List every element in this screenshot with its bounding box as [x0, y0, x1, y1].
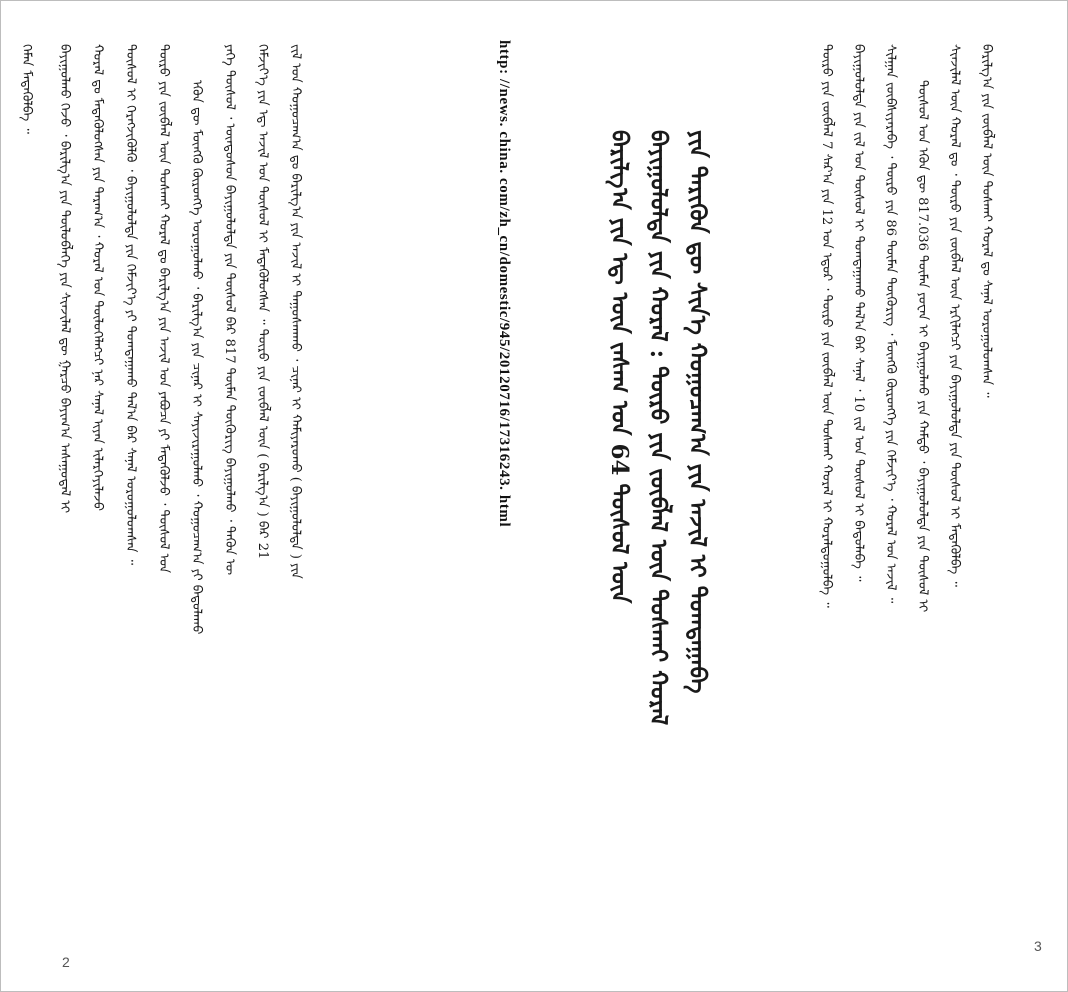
body-column: ᠵᠢᠯ ᠤᠨ ᠬᠤᠭᠤᠴᠠᠭ᠎ᠠ ᠳᠤ ᠪᠠᠷᠢᠯᠭ᠎ᠠ ᠶᠢᠨ ᠠᠵᠢᠯ ᠢ ᠳᠠᠭᠤᠰᠬᠠᠬᠤ ᠂ ᠴᠢᠨᠠᠷ ᠢ ᠬᠠᠮᠢᠶᠠᠷᠤᠬᠤ ( ᠪᠠᠶᠢᠭᠤᠯᠤᠯᠲᠠ ) ᠶᠢᠨ	[288, 44, 303, 579]
right-page	[534, 0, 1068, 992]
source-url: http: //news. china. com/zh_cn/domestic/945/20120716/17316243. html	[496, 40, 512, 528]
page-number: 3	[1034, 938, 1042, 954]
body-column: ᠲᠥᠷᠦ ᠶᠢᠨ ᠵᠥᠪᠯᠡᠯ ᠦᠨ ᠲᠤᠰᠬᠠᠢ ᠬᠤᠷᠠᠯ ᠳᠤ ᠪᠠᠷᠢᠯᠭ᠎ᠠ ᠶᠢᠨ ᠠᠵᠢᠯ ᠤᠨ ᠶᠠᠪᠤᠴᠠ ᠶᠢ ᠮᠡᠳᠡᠭᠦᠯᠵᠦ ᠂ ᠲᠥᠰᠥᠯ ᠤᠨ	[156, 44, 171, 574]
article-title: ᠶᠢᠨ ᠲᠡᠷᠢᠭᠦᠨ ᠳᠦ ᠰᠢᠨ᠎ᠡ ᠬᠤᠭᠤᠴᠠᠭ᠎ᠠ ᠶᠢᠨ ᠠᠵᠢᠯ ᠢ ᠲᠣᠭᠲᠠᠭᠠᠪᠠ	[684, 130, 711, 694]
body-column: ᠬᠤᠷᠠᠯ ᠳᠤ ᠮᠡᠳᠡᠭᠦᠯᠦᠭᠰᠡᠨ ᠶᠢᠨ ᠳᠠᠷᠠᠭ᠎ᠠ ᠂ ᠬᠤᠷᠠᠯ ᠤᠨ ᠲᠥᠯᠥᠭᠡᠯᠡᠭᠴᠢ ᠨᠠᠷ ᠰᠠᠨᠠᠯ ᠢᠶᠠᠨ ᠢᠯᠡᠷᠬᠡᠶᠢᠯᠡᠵᠦ	[90, 44, 105, 512]
body-column: ᠪᠠᠶᠢᠭᠤᠯᠬᠤ ᠭᠡᠵᠦ ᠂ ᠪᠠᠷᠢᠯᠭ᠎ᠠ ᠶᠢᠨ ᠲᠥᠯᠥᠪᠯᠡᠭᠡ ᠶᠢᠨ ᠰᠢᠨᠵᠢᠯᠡᠯ ᠳᠦ ᠭᠠᠷᠴᠤ ᠪᠠᠶᠢᠭ᠎ᠠ ᠠᠰᠠᠭᠤᠳᠠᠯ ᠢ	[57, 44, 72, 514]
body-column: ᠪᠠᠶᠢᠭᠤᠯᠤᠯᠲᠠ ᠶᠢᠨ ᠵᠢᠯ ᠤᠨ ᠲᠥᠰᠥᠯ ᠢ ᠲᠣᠭᠲᠠᠭᠠᠬᠤ ᠲᠠᠯ᠎ᠠ ᠪᠠᠷ ᠰᠠᠨᠠᠯ ᠂ 10 ᠵᠢᠯ ᠤᠨ ᠲᠥᠰᠥᠯ ᠢ ᠪᠠᠲᠤᠯᠠᠪᠠ ᠃	[851, 44, 866, 582]
body-column: ᠲᠥᠰᠥᠯ ᠤᠨ ᠡᠭᠦᠨ ᠳᠦ 817.036 ᠲᠦᠮᠡᠨ ᠶᠤᠸᠠᠨ ᠢ ᠪᠠᠶᠢᠭᠤᠯᠬᠤ ᠶᠢᠨ ᠬᠠᠮᠲᠤ ᠂ ᠪᠠᠶᠢᠭᠤᠯᠤᠯᠲᠠ ᠶᠢᠨ ᠲᠥᠰᠥᠯ ᠢ	[915, 80, 930, 613]
body-column: ᠰᠢᠨᠵᠢᠯᠡᠯ ᠦᠨ ᠬᠤᠷᠠᠯ ᠳᠤ ᠂ ᠲᠥᠷᠦ ᠶᠢᠨ ᠵᠥᠪᠯᠡᠯ ᠦᠨ ᠡᠷᠬᠢᠯᠡᠭᠴᠢ ᠶᠢᠨ ᠪᠠᠶᠢᠭᠤᠯᠤᠯᠲᠠ ᠶᠢᠨ ᠲᠥᠰᠥᠯ ᠢ ᠮᠡᠳᠡᠭᠦᠯᠪᠡ ᠃	[947, 44, 962, 587]
body-column: ᠬᠡᠮᠡᠨ ᠮᠡᠳᠡᠭᠦᠯᠪᠡ ᠃	[19, 44, 34, 134]
body-column: ᠬᠡᠮᠵᠢᠶ᠎ᠡ ᠶᠢᠨ ᠡᠳ᠋ ᠠᠵᠢᠯ ᠤᠨ ᠲᠥᠰᠥᠯ ᠢ ᠮᠡᠳᠡᠭᠦᠯᠦᠭᠰᠡᠨ ᠃ ᠲᠥᠷᠦ ᠶᠢᠨ ᠵᠥᠪᠯᠡᠯ ᠦᠨ ( ᠪᠠᠷᠢᠯᠭ᠎ᠠ ) ᠪᠠᠷ 21	[255, 44, 270, 560]
body-column: ᠲᠥᠰᠥᠯ ᠢ ᠬᠡᠷᠡᠭᠵᠢᠭᠦᠯᠬᠦ ᠂ ᠪᠠᠶᠢᠭᠤᠯᠤᠯᠲᠠ ᠶᠢᠨ ᠬᠡᠮᠵᠢᠶ᠎ᠡ ᠶᠢ ᠲᠣᠭᠲᠠᠭᠠᠬᠤ ᠲᠠᠯ᠎ᠠ ᠪᠠᠷ ᠰᠠᠨᠠᠯ ᠣᠷᠣᠭᠤᠯᠤᠭᠰᠠᠨ ᠃	[123, 44, 138, 566]
page-number: 2	[62, 954, 70, 970]
article-title: ᠪᠠᠶᠢᠭᠤᠯᠤᠯᠲᠠ ᠶᠢᠨ ᠬᠤᠷᠠᠯ : ᠲᠥᠷᠦ ᠶᠢᠨ ᠵᠥᠪᠯᠡᠯ ᠦᠨ ᠲᠤᠰᠬᠠᠢ ᠬᠤᠷᠠᠯ	[645, 130, 672, 726]
article-title: ᠪᠠᠷᠢᠯᠭ᠎ᠠ ᠶᠢᠨ ᠡᠳ᠋ ᠦᠨ ᠵᠠᠰᠠᠭ ᠤᠨ 64 ᠲᠥᠰᠥᠯ ᠦᠨ	[606, 130, 633, 604]
body-column: ᠪᠠᠷᠢᠯᠭ᠎ᠠ ᠶᠢᠨ ᠵᠥᠪᠯᠡᠯ ᠦᠨ ᠲᠤᠰᠬᠠᠢ ᠬᠤᠷᠠᠯ ᠳᠤ ᠰᠠᠨᠠᠯ ᠣᠷᠣᠭᠤᠯᠤᠭᠰᠠᠨ ᠃	[979, 44, 994, 398]
body-column: ᠡᠭᠦᠨ ᠳᠦ ᠮᠥᠩᠭᠦ ᠬᠥᠷᠥᠩᠭᠡ ᠣᠷᠣᠭᠤᠯᠬᠤ ᠂ ᠪᠠᠷᠢᠯᠭ᠎ᠠ ᠶᠢᠨ ᠴᠢᠨᠠᠷ ᠢ ᠰᠠᠶᠢᠵᠢᠷᠠᠭᠤᠯᠬᠤ ᠂ ᠬᠤᠭᠤᠴᠠᠭ᠎ᠠ ᠶᠢ ᠪᠠᠲᠤᠯᠠᠬᠤ	[189, 80, 204, 635]
body-column: ᠶᠡᠬᠡ ᠲᠥᠰᠥᠯ ᠂ ᠦᠨᠳᠦᠰᠦᠨ ᠪᠠᠶᠢᠭᠤᠯᠤᠯᠲᠠ ᠶᠢᠨ ᠲᠥᠰᠥᠯ ᠪᠠᠷ 817 ᠲᠦᠮᠡᠨ ᠲᠥᠭᠦᠷᠢᠭ ᠪᠠᠶᠢᠭᠤᠯᠬᠤ ᠂ ᠲᠡᠭᠦᠨ ᠦ	[222, 44, 237, 576]
body-column: ᠰᠢᠯᠭᠠᠨ ᠵᠥᠪᠰᠢᠶᠡᠷᠡᠪᠡ ᠂ ᠲᠥᠷᠦ ᠶᠢᠨ 86 ᠲᠦᠮᠡᠨ ᠲᠥᠭᠦᠷᠢᠭ ᠂ ᠮᠥᠩᠭᠦ ᠬᠥᠷᠥᠩᠭᠡ ᠶᠢᠨ ᠬᠡᠮᠵᠢᠶ᠎ᠡ ᠂ ᠬᠤᠷᠠᠯ ᠤᠨ ᠠᠵᠢᠯ ᠃	[883, 44, 898, 604]
body-column: ᠲᠥᠷᠦ ᠶᠢᠨ ᠵᠥᠪᠯᠡᠯ 7 ᠰᠠᠷ᠎ᠠ ᠶᠢᠨ 12 ᠤᠨ ᠡᠳᠦᠷ ᠂ ᠲᠥᠷᠦ ᠶᠢᠨ ᠵᠥᠪᠯᠡᠯ ᠦᠨ ᠲᠤᠰᠬᠠᠢ ᠬᠤᠷᠠᠯ ᠢ ᠬᠤᠷᠠᠯᠳᠤᠭᠤᠯᠪᠠ ᠃	[819, 44, 834, 608]
